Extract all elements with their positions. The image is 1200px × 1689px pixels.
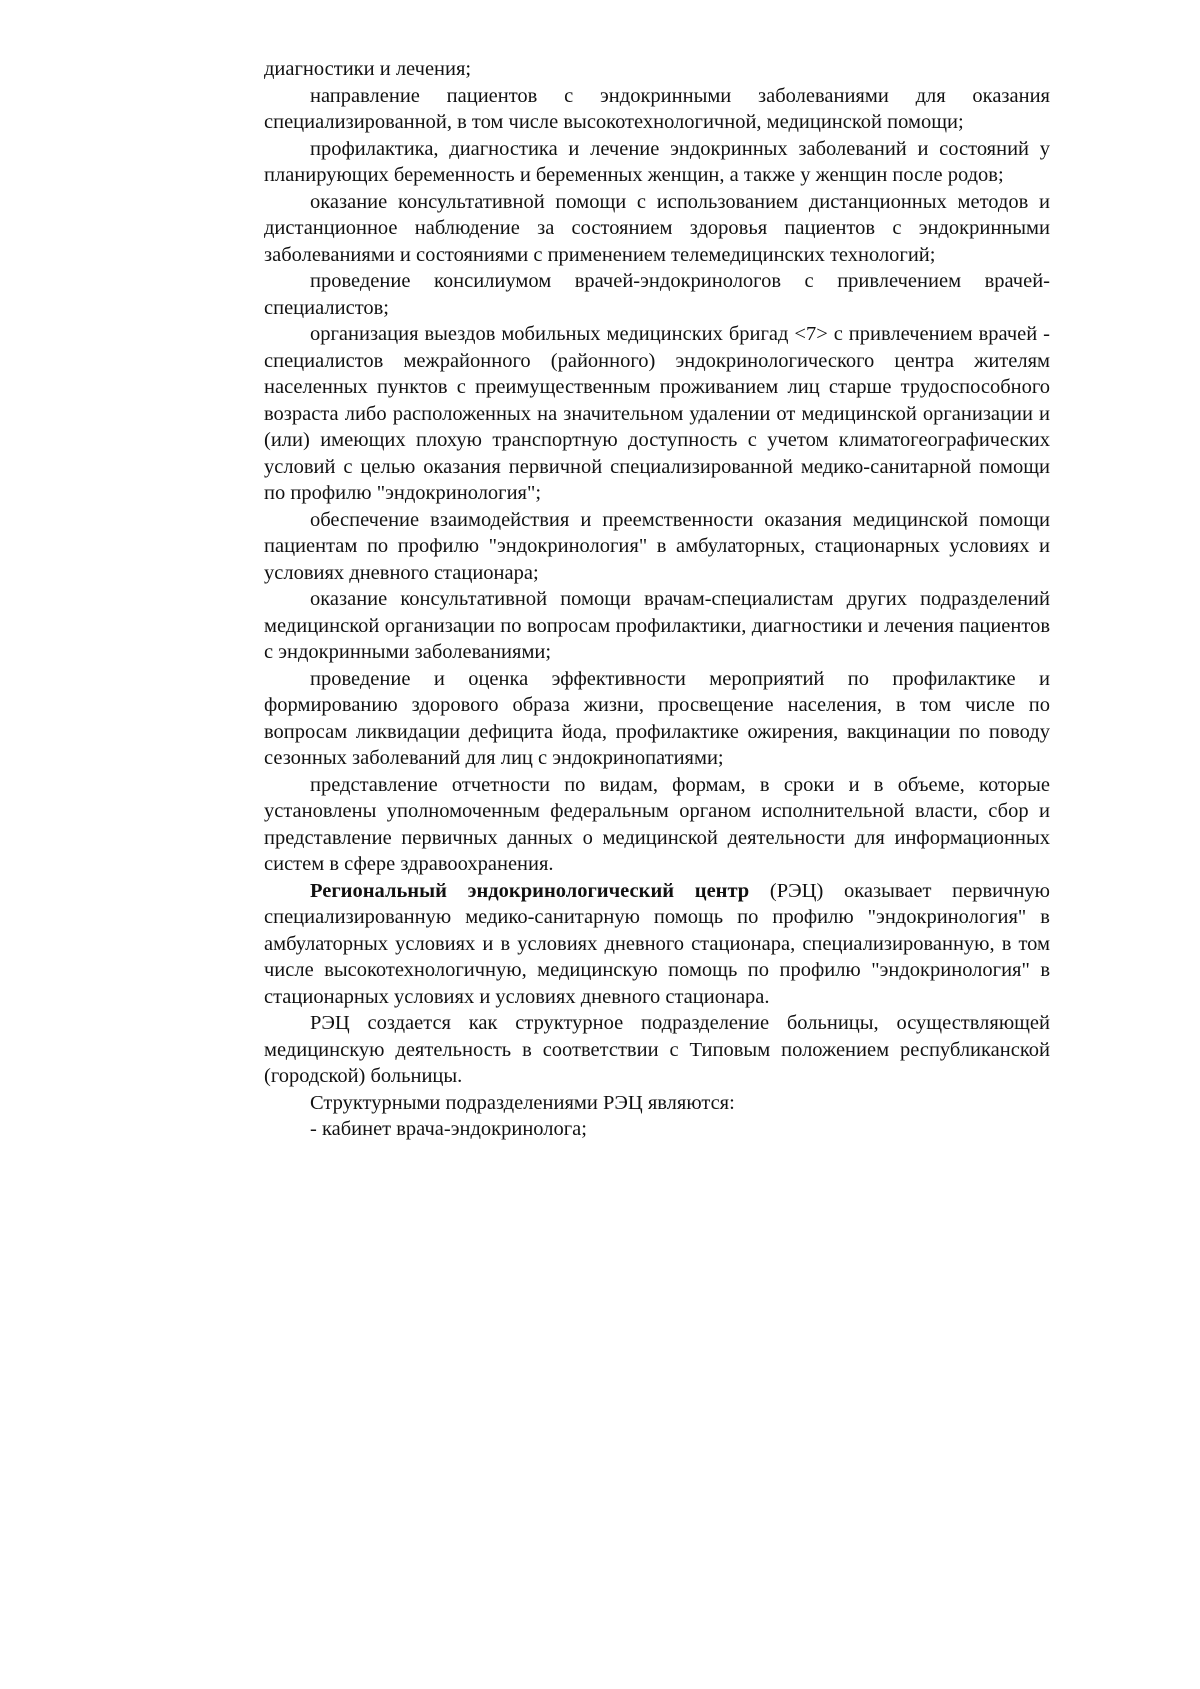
paragraph-prevention: проведение и оценка эффективности мероприятий по профилактике и формированию здорового образа жизни, просвещение населения, в том числе по вопросам ликвидации дефицита йода, профилактике ожирения, вакцинации по поводу сезонных заболеваний для лиц с эндокринопатиями; [264, 667, 1050, 769]
paragraph-consilium: проведение консилиумом врачей-эндокринологов с привлечением врачей-специалистов; [264, 270, 1050, 319]
paragraph-telemedicine: оказание консультативной помощи с использованием дистанционных методов и дистанционное наблюдение за состоянием здоровья пациентов с эндокринными заболеваниями и состояниями с применением телемедицинских технологий; [264, 190, 1050, 266]
document-page [264, 56, 1050, 1143]
paragraph-reporting: представление отчетности по видам, формам, в сроки и в объеме, которые установлены уполномоченным федеральным органом исполнительной власти, сбор и представление первичных данных о медицинской деятельности для информационных систем в сфере здравоохранения. [264, 773, 1050, 875]
paragraph-structure-intro: Структурными подразделениями РЭЦ являются: [310, 1091, 735, 1114]
paragraph-diagnostics-continuation: диагностики и лечения; [264, 58, 472, 80]
regional-center-term: Региональный эндокринологический центр [310, 879, 750, 902]
paragraph-rec-creation: РЭЦ создается как структурное подразделение больницы, осуществляющей медицинскую деятельность в соответствии с Типовым положением республиканской (городской) больницы. [264, 1012, 1050, 1087]
paragraph-referral: направление пациентов с эндокринными заболеваниями для оказания специализированной, в том числе высокотехнологичной, медицинской помощи; [264, 84, 1050, 133]
paragraph-consultative-help: оказание консультативной помощи врачам-специалистам других подразделений медицинской организации по вопросам профилактики, диагностики и лечения пациентов с эндокринными заболеваниями; [264, 588, 1050, 663]
paragraph-pregnancy-care: профилактика, диагностика и лечение эндокринных заболеваний и состояний у планирующих беременность и беременных женщин, а также у женщин после родов; [264, 137, 1050, 186]
paragraph-continuity-of-care: обеспечение взаимодействия и преемственности оказания медицинской помощи пациентам по профилю "эндокринология" в амбулаторных, стационарных условиях и условиях дневного стационара; [264, 508, 1050, 584]
structure-list-item: - кабинет врача-эндокринолога; [310, 1118, 587, 1140]
paragraph-regional-center [264, 878, 1050, 1011]
regional-center-description: (РЭЦ) оказывает первичную специализированную медико-санитарную помощь по профилю "эндокринология" в амбулаторных условиях и в условиях дневного стационара, специализированную, в том числе высокотехнологичную, медицинскую помощь по профилю "эндокринология" в стационарных условиях и условиях дневного стационара. [264, 879, 1050, 1008]
paragraph-mobile-teams: организация выездов мобильных медицинских бригад <7> с привлечением врачей - специалистов межрайонного (районного) эндокринологического центра жителям населенных пунктов с преимущественным проживанием лиц старше трудоспособного возраста либо расположенных на значительном удалении от медицинской организации и (или) имеющих плохую транспортную доступность с учетом климатогеографических условий с целью оказания первичной специализированной медико-санитарной помощи по профилю "эндокринология"; [264, 323, 1050, 504]
